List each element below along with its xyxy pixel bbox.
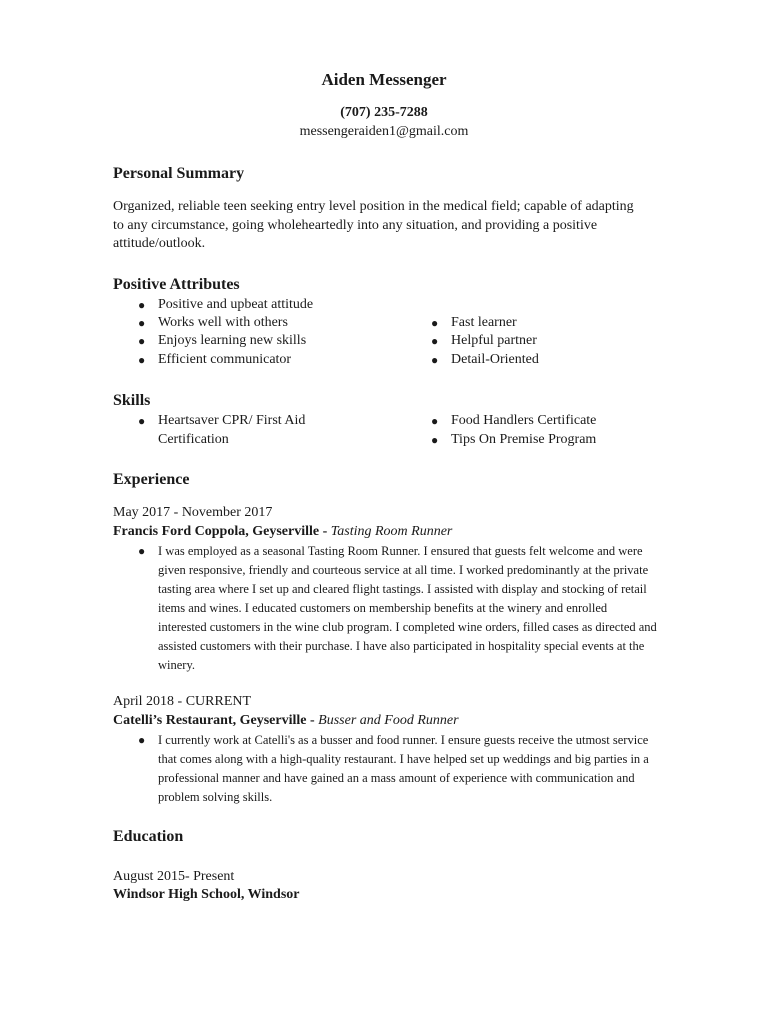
resume-page: Aiden Messenger (707) 235-7288 messengeraiden1@gmail.com Personal Summary Organized, reliable teen seeking entry level position in the medical field; capable of adapting to any circumstance, going wholeheartedly into any situation, and providing a positive attitude/outlook. Positive Attributes ● Positive and upbeat attitude ● Works well with others ● Enjoys learning new skills ● Efficient communicator ● Fast learner ● Helpful partner ● Detail-Oriented Skills ● Heartsaver CPR/ First Aid Certification ● Food Handlers Certificate ● Tips On Premise Program Experience May 2017 - November 2017 Francis Ford Coppola, Geyserville - Tasting Room Runner ● I was employed as a seasonal Tasting Room Runner. I ensured that guests felt welcome and were given responsive, friendly and courteous service at all time. I worked predominantly at the private tasting area where I set up and cleared flight tastings. I assisted with display and stocking of retail items and wines. I educated customers on membership benefits at the winery and enrolled interested customers in the wine club program. I completed wine orders, filled cases as directed and assisted customers with their purchase. I have also participated in hospitality special events at the winery. April 2018 - CURRENT Catelli’s Restaurant, Geyserville - Busser and Food Runner ● I currently work at Catelli's as a busser and food runner. I ensure guests receive the utmost service that comes along with a high-quality restaurant. I have helped set up weddings and big parties in a professional manner and have gained an a mass amount of experience with communication and problem solving skills. Education August 2015- Present Windsor High School, Windsor — [0, 0, 768, 1024]
school-name: Windsor High School, Windsor — [113, 887, 300, 902]
summary-text: Organized, reliable teen seeking entry level position in the medical field; capable of adapting to any circumstance, going wholeheartedly into any situation, and providing a positive attitude/outlook. — [113, 199, 634, 251]
attributes-heading: Positive Attributes — [113, 276, 240, 293]
bullet-icon: ● — [431, 316, 439, 330]
bullet-icon: ● — [138, 334, 146, 348]
bullet-icon: ● — [138, 316, 146, 330]
employer: Francis Ford Coppola, Geyserville — [113, 524, 320, 539]
job-role: Tasting Room Runner — [330, 524, 453, 539]
email-address: messengeraiden1@gmail.com — [299, 124, 469, 139]
bullet-icon: ● — [138, 353, 146, 367]
bullet-icon: ● — [138, 414, 146, 428]
bullet-icon: ● — [431, 353, 439, 367]
employer: Catelli’s Restaurant, Geyserville — [113, 713, 307, 728]
candidate-name: Aiden Messenger — [321, 70, 447, 89]
bullet-icon: ● — [138, 733, 146, 747]
bullet-icon: ● — [431, 334, 439, 348]
summary-heading: Personal Summary — [113, 165, 245, 182]
job-title: Francis Ford Coppola, Geyserville - Tasting Room Runner — [113, 524, 453, 539]
job-title: Catelli’s Restaurant, Geyserville - Busser and Food Runner — [113, 713, 459, 728]
job-role: Busser and Food Runner — [318, 713, 459, 728]
phone-number: (707) 235-7288 — [340, 105, 428, 120]
bullet-icon: ● — [138, 544, 146, 558]
job-dates: May 2017 - November 2017 — [113, 505, 273, 520]
experience-heading: Experience — [113, 471, 190, 488]
bullet-icon: ● — [431, 433, 439, 447]
bullet-icon: ● — [138, 298, 146, 312]
bullet-icon: ● — [431, 414, 439, 428]
job-dates: April 2018 - CURRENT — [113, 694, 252, 709]
education-heading: Education — [113, 828, 184, 845]
education-dates: August 2015- Present — [113, 869, 235, 884]
skills-heading: Skills — [113, 392, 151, 409]
